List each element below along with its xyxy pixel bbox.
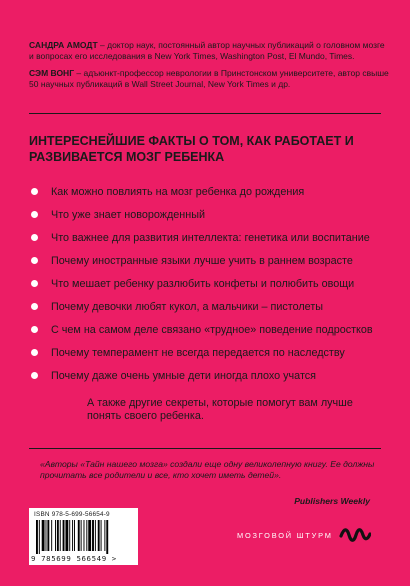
closing-text: А также другие секреты, которые помогут вам лучше понять своего ребенка.: [87, 397, 353, 422]
author-name: СЭМ ВОНГ: [29, 68, 75, 78]
list-item: [29, 186, 389, 198]
list-item: [29, 232, 389, 244]
publisher-name: МОЗГОВОЙ ШТУРМ: [237, 531, 333, 540]
author-amodt: [29, 40, 389, 61]
author-bio: – доктор наук, постоянный автор научных публикаций о головном мозге и вопросах его исследования в New York Times, Washington Post, El Mundo, Times.: [29, 40, 385, 61]
list-item: [29, 324, 389, 336]
fact-text: Почему иностранные языки лучше учить в раннем возрасте: [51, 255, 353, 267]
fact-text: Почему девочки любят кукол, а мальчики – пистолеты: [51, 301, 324, 313]
author-wong: [29, 68, 389, 89]
bullet-dot-icon: [31, 257, 38, 264]
list-item: [29, 278, 389, 290]
authors-block: [29, 40, 389, 96]
fact-text: Как можно повлиять на мозг ребенка до рождения: [51, 186, 305, 198]
fact-text: Что мешает ребенку разлюбить конфеты и полюбить овощи: [51, 278, 355, 290]
barcode-icon: [36, 520, 132, 554]
list-item: [29, 347, 389, 359]
isbn-number: ISBN 978-5-699-56654-9: [34, 511, 110, 518]
fact-text: Что уже знает новорожденный: [51, 209, 205, 221]
bullet-dot-icon: [31, 349, 38, 356]
bullet-dot-icon: [31, 234, 38, 241]
list-item: [29, 255, 389, 267]
barcode-box: [29, 508, 138, 565]
ean-digits: 9 785699 566549 >: [31, 554, 117, 563]
headline: ИНТЕРЕСНЕЙШИЕ ФАКТЫ О ТОМ, КАК РАБОТАЕТ И РАЗВИВАЕТСЯ МОЗГ РЕБЕНКА: [29, 134, 354, 164]
facts-list: [29, 186, 389, 393]
bullet-dot-icon: [31, 372, 38, 379]
bullet-dot-icon: [31, 326, 38, 333]
list-item: [29, 209, 389, 221]
author-name: САНДРА АМОДТ: [29, 40, 98, 50]
divider-rule: [29, 448, 381, 449]
bullet-dot-icon: [31, 303, 38, 310]
bullet-dot-icon: [31, 211, 38, 218]
list-item: [29, 301, 389, 313]
fact-text: Почему темперамент не всегда передается по наследству: [51, 347, 345, 359]
review-quote: «Авторы «Тайн нашего мозга» создали еще одну великолепную книгу. Ее должны прочитать все родители и все, кто хочет иметь детей».: [40, 459, 375, 480]
wave-logo-icon: [339, 525, 371, 545]
fact-text: Что важнее для развития интеллекта: генетика или воспитание: [51, 232, 370, 244]
list-item: [29, 370, 389, 382]
divider-rule: [29, 113, 381, 114]
author-bio: – адъюнкт-профессор неврологии в Принстонском университете, автор свыше 50 научных публикаций в Wall Street Journal, New York Times и др.: [29, 68, 389, 89]
quote-source: Publishers Weekly: [294, 496, 370, 506]
bullet-dot-icon: [31, 280, 38, 287]
fact-text: С чем на самом деле связано «трудное» поведение подростков: [51, 324, 373, 336]
fact-text: Почему даже очень умные дети иногда плохо учатся: [51, 370, 317, 382]
bullet-dot-icon: [31, 188, 38, 195]
